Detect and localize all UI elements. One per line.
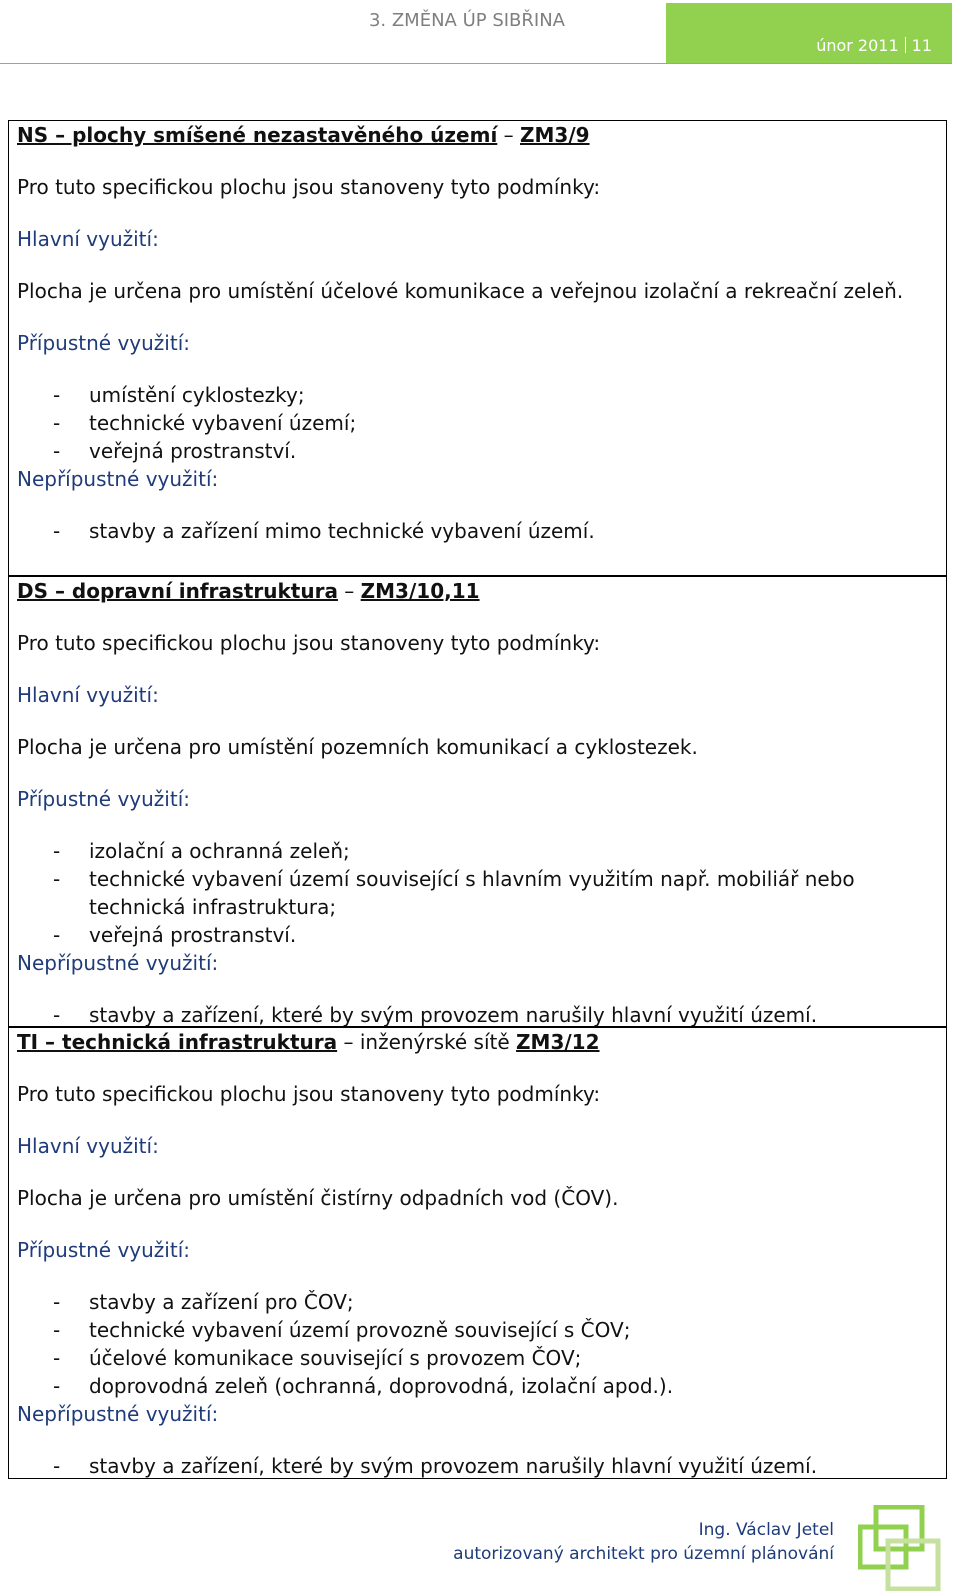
- allowed-list: [17, 1288, 938, 1400]
- forbidden-list: [17, 517, 938, 545]
- list-dash: -: [53, 1374, 61, 1398]
- heading-dash: –: [497, 123, 521, 147]
- list-item-text: účelové komunikace související s provozem ČOV;: [89, 1346, 582, 1370]
- list-dash: -: [53, 1454, 61, 1478]
- list-dash: -: [53, 923, 61, 947]
- heading-dash: – inženýrské sítě: [337, 1030, 517, 1054]
- section-ns: [8, 120, 947, 576]
- header-separator: [905, 37, 906, 53]
- list-item: [17, 517, 938, 545]
- section-intro: Pro tuto specifickou plochu jsou stanoveny tyto podmínky:: [17, 631, 601, 655]
- green-squares-logo-icon: [858, 1505, 958, 1591]
- forbidden-use-label: Nepřípustné využití:: [17, 951, 219, 975]
- list-dash: -: [53, 1346, 61, 1370]
- list-item-text: technické vybavení území provozně související s ČOV;: [89, 1318, 631, 1342]
- main-use-label: Hlavní využití:: [17, 227, 159, 251]
- main-use-text: Plocha je určena pro umístění čistírny odpadních vod (ČOV).: [17, 1186, 619, 1210]
- list-item: [17, 1344, 938, 1372]
- main-use-text: Plocha je určena pro umístění pozemních komunikací a cyklostezek.: [17, 735, 698, 759]
- list-item: [17, 837, 938, 865]
- list-item: [17, 1316, 938, 1344]
- list-dash: -: [53, 439, 61, 463]
- section-heading: [17, 1028, 938, 1056]
- footer-author-role: autorizovaný architekt pro územní plánování: [453, 1544, 834, 1564]
- list-item: [17, 381, 938, 409]
- list-item: [17, 865, 938, 921]
- allowed-use-label: Přípustné využití:: [17, 787, 190, 811]
- list-item: [17, 1288, 938, 1316]
- list-item-text: stavby a zařízení, které by svým provozem narušily hlavní využití území.: [89, 1003, 818, 1027]
- list-item: [17, 921, 938, 949]
- main-use-label: Hlavní využití:: [17, 1134, 159, 1158]
- list-dash: -: [53, 1003, 61, 1027]
- heading-code: NS – plochy smíšené nezastavěného území: [17, 123, 498, 147]
- list-dash: -: [53, 867, 61, 891]
- list-item-text: technické vybavení území související s hlavním využitím např. mobiliář nebo technická infrastruktura;: [89, 867, 855, 919]
- section-intro: Pro tuto specifickou plochu jsou stanoveny tyto podmínky:: [17, 175, 601, 199]
- list-item-text: stavby a zařízení mimo technické vybavení území.: [89, 519, 595, 543]
- section-heading: [17, 121, 938, 149]
- heading-code: DS – dopravní infrastruktura: [17, 579, 338, 603]
- list-item: [17, 437, 938, 465]
- heading-ref: ZM3/12: [516, 1030, 600, 1054]
- header-page-box: [666, 3, 952, 63]
- list-dash: -: [53, 839, 61, 863]
- header-page-number: 11: [911, 36, 932, 55]
- header-page-info: [816, 36, 932, 55]
- list-item-text: veřejná prostranství.: [89, 439, 297, 463]
- allowed-use-label: Přípustné využití:: [17, 331, 190, 355]
- list-item-text: umístění cyklostezky;: [89, 383, 305, 407]
- section-ti: [8, 1027, 947, 1479]
- footer-author-name: Ing. Václav Jetel: [698, 1520, 834, 1540]
- allowed-list: [17, 837, 938, 949]
- list-item-text: stavby a zařízení pro ČOV;: [89, 1290, 354, 1314]
- list-item-text: veřejná prostranství.: [89, 923, 297, 947]
- allowed-list: [17, 381, 938, 465]
- forbidden-use-label: Nepřípustné využití:: [17, 467, 219, 491]
- main-use-text: Plocha je určena pro umístění účelové komunikace a veřejnou izolační a rekreační zeleň.: [17, 279, 904, 303]
- forbidden-list: [17, 1001, 938, 1029]
- header-title: 3. ZMĚNA ÚP SIBŘINA: [368, 10, 565, 31]
- header-date: únor 2011: [816, 36, 899, 55]
- list-dash: -: [53, 411, 61, 435]
- list-item: [17, 409, 938, 437]
- heading-dash: –: [337, 579, 361, 603]
- list-dash: -: [53, 383, 61, 407]
- section-ds: [8, 576, 947, 1027]
- list-item-text: stavby a zařízení, které by svým provozem narušily hlavní využití území.: [89, 1454, 818, 1478]
- heading-ref: ZM3/10,11: [360, 579, 480, 603]
- section-intro: Pro tuto specifickou plochu jsou stanoveny tyto podmínky:: [17, 1082, 601, 1106]
- forbidden-use-label: Nepřípustné využití:: [17, 1402, 219, 1426]
- heading-code: TI – technická infrastruktura: [17, 1030, 338, 1054]
- main-use-label: Hlavní využití:: [17, 683, 159, 707]
- list-item-text: technické vybavení území;: [89, 411, 357, 435]
- allowed-use-label: Přípustné využití:: [17, 1238, 190, 1262]
- list-item: [17, 1001, 938, 1029]
- list-dash: -: [53, 1318, 61, 1342]
- heading-ref: ZM3/9: [520, 123, 590, 147]
- list-item-text: izolační a ochranná zeleň;: [89, 839, 350, 863]
- list-item: [17, 1372, 938, 1400]
- section-heading: [17, 577, 938, 605]
- list-item-text: doprovodná zeleň (ochranná, doprovodná, izolační apod.).: [89, 1374, 674, 1398]
- list-dash: -: [53, 1290, 61, 1314]
- header-rule: [0, 63, 952, 64]
- list-item: [17, 1452, 938, 1480]
- forbidden-list: [17, 1452, 938, 1480]
- list-dash: -: [53, 519, 61, 543]
